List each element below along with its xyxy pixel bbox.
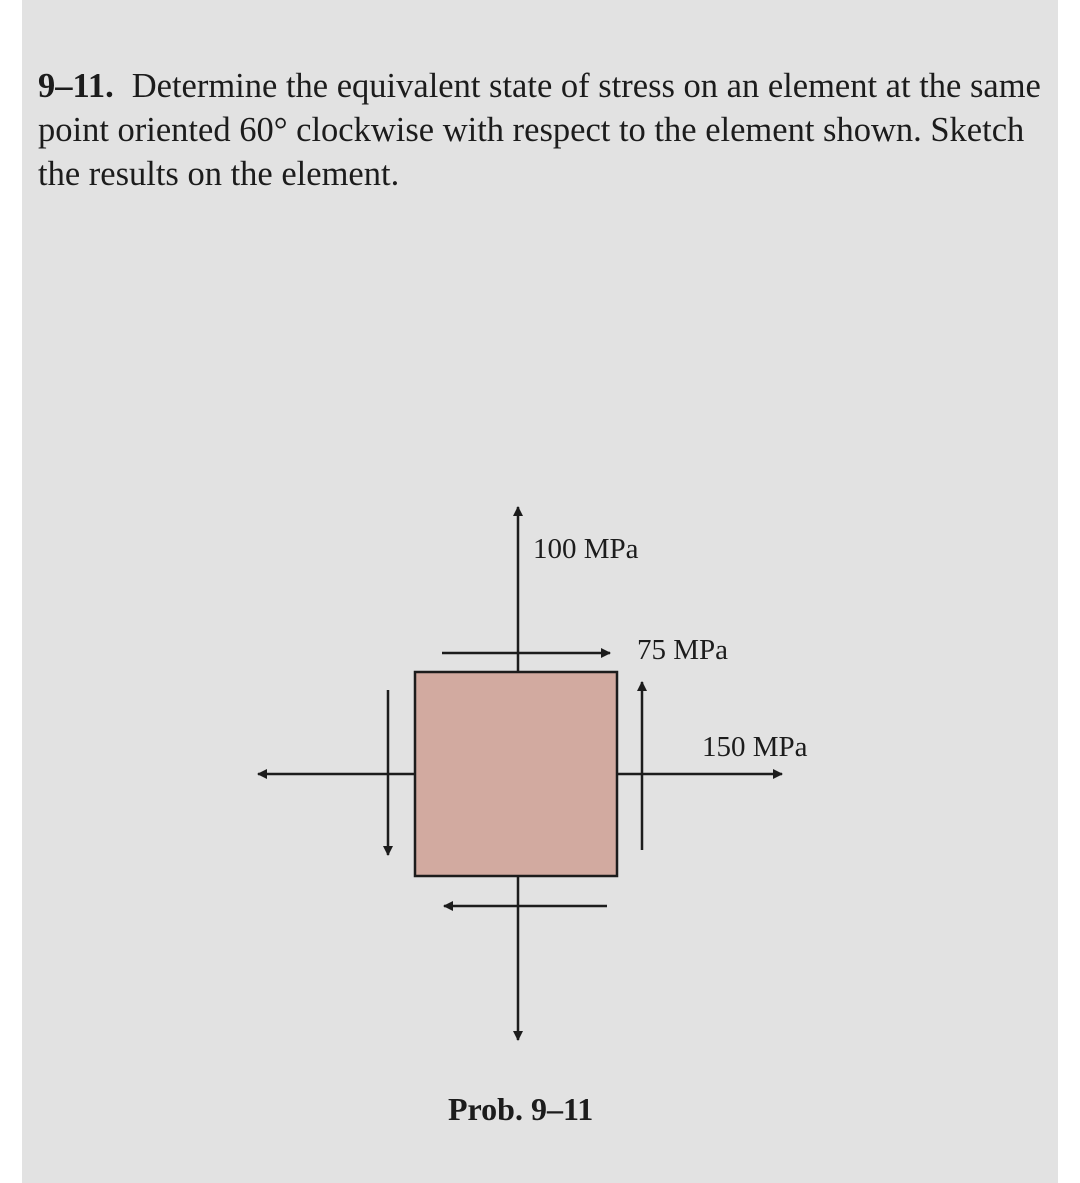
- stress-element: [415, 672, 617, 876]
- figure-caption: Prob. 9–11: [448, 1091, 594, 1127]
- problem-number: 9–11.: [38, 67, 114, 105]
- normal-stress-x-label: 150 MPa: [702, 731, 808, 763]
- problem-text: Determine the equivalent state of stress on an element at the same point oriented 60° clockwise with respect to the element shown. Sketch the results on the element.: [38, 67, 1041, 193]
- normal-stress-y-label: 100 MPa: [533, 533, 639, 565]
- shear-stress-label: 75 MPa: [637, 634, 729, 666]
- textbook-page: [22, 0, 1058, 1183]
- stress-element-figure: [22, 0, 1058, 1183]
